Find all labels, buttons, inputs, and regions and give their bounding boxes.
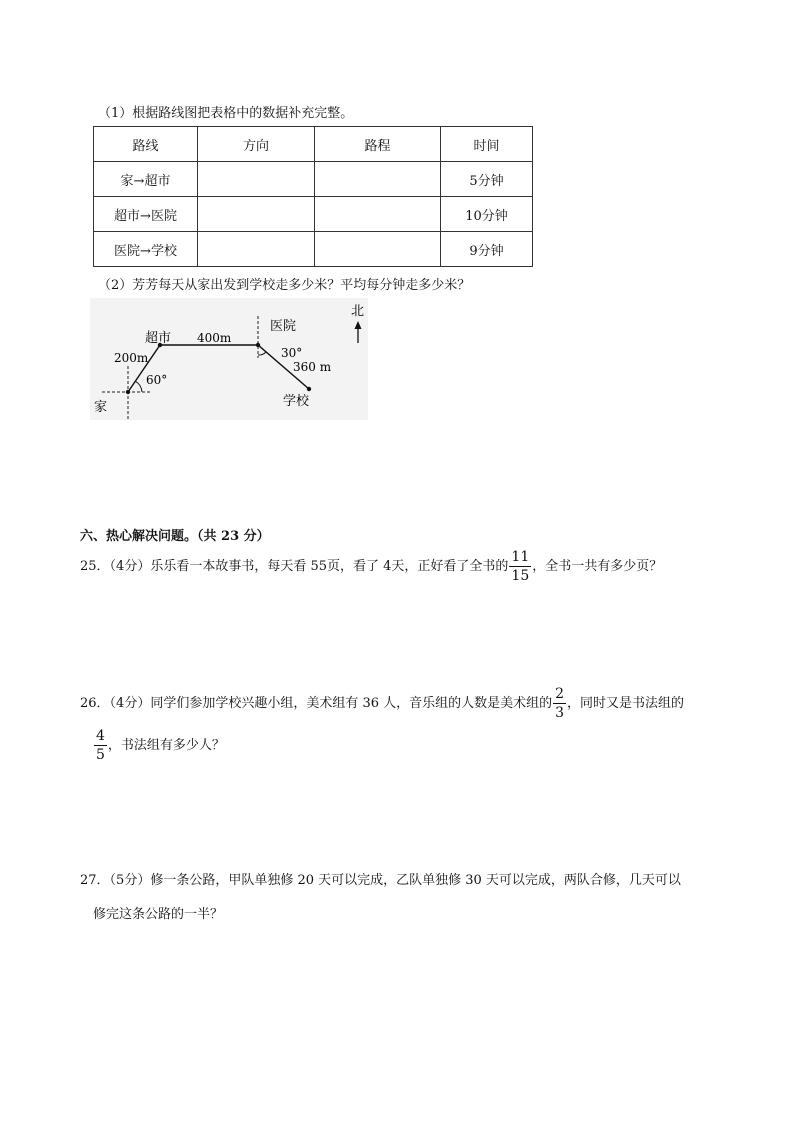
angle-label-60: 60° [146,373,168,387]
section-title: 六、热心解决问题。（共 23 分） [80,529,270,544]
direction-cell[interactable] [198,232,315,267]
distance-cell[interactable] [315,232,441,267]
table-header: 路程 [315,127,441,162]
distance-cell[interactable] [315,197,441,232]
q26-suffix: ，书法组有多少人？ [107,738,225,753]
q24-part2-text: （2）芳芳每天从家出发到学校走多少米？平均每分钟走多少米？ [98,278,471,293]
time-cell: 9分钟 [441,232,533,267]
time-cell: 5分钟 [441,162,533,197]
fraction-numerator: 4 [96,728,105,744]
supermarket-label: 超市 [145,331,172,346]
fraction-denominator: 3 [555,705,565,721]
q25-prefix: 25．（4分）乐乐看一本故事书，每天看 55页，看了 4天，正好看了全书的 [80,559,509,574]
q26-fraction-2 [94,729,107,762]
home-point [126,390,130,394]
home-label: 家 [94,400,108,415]
distance-label-400: 400m [197,331,232,345]
fraction-denominator: 15 [511,568,530,584]
route-diagram [90,298,380,423]
route-cell: 医院→学校 [94,232,198,267]
table-row [94,197,533,232]
hospital-label: 医院 [270,319,297,334]
question-27-line1: 27．（5分）修一条公路，甲队单独修 20 天可以完成，乙队单独修 30 天可以完成，两队合修，几天可以 [80,873,681,888]
hospital-point [256,343,260,347]
fraction-denominator: 5 [96,747,105,763]
route-cell: 家→超市 [94,162,198,197]
question-27-line2: 修完这条公路的一半？ [93,907,224,922]
distance-cell[interactable] [315,162,441,197]
table-header: 方向 [198,127,315,162]
q26-prefix: 26．（4分）同学们参加学校兴趣小组，美术组有 36 人，音乐组的人数是美术组的 [80,696,553,711]
distance-label-360: 360 m [293,360,332,374]
time-cell: 10分钟 [441,197,533,232]
fraction-numerator: 2 [555,686,565,702]
q25-fraction [509,550,531,583]
direction-cell[interactable] [198,162,315,197]
route-table [93,126,533,267]
table-header: 路线 [94,127,198,162]
angle-label-30: 30° [281,346,303,360]
distance-label-200: 200m [114,351,149,365]
q26-fraction-1 [553,687,566,720]
table-row [94,232,533,267]
school-point [307,387,311,391]
question-26-line1 [80,687,684,720]
direction-cell[interactable] [198,197,315,232]
q24-part1-text: （1）根据路线图把表格中的数据补充完整。 [98,106,354,121]
north-label: 北 [351,304,365,319]
table-row [94,162,533,197]
route-cell: 超市→医院 [94,197,198,232]
q25-suffix: ，全书一共有多少页？ [532,559,663,574]
school-label: 学校 [283,394,310,409]
q26-mid: ，同时又是书法组的 [567,696,685,711]
question-26-line2 [93,729,225,762]
table-header: 时间 [441,127,533,162]
table-header-row [94,127,533,162]
question-25 [80,550,662,583]
fraction-numerator: 11 [511,549,530,565]
